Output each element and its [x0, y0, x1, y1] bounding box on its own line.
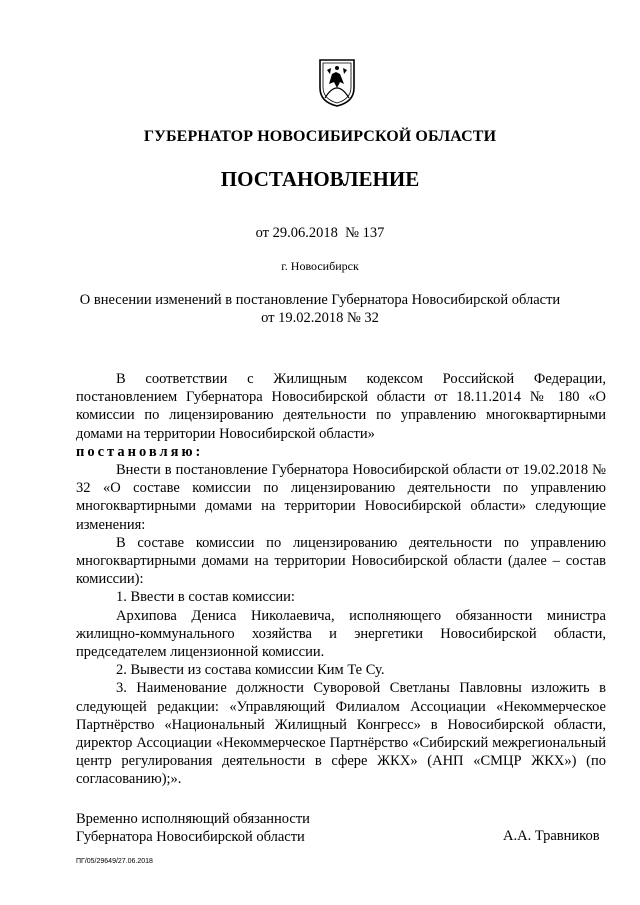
paragraph-item-2: 2. Вывести из состава комиссии Ким Те Су. [116, 662, 385, 679]
subject-line-1: О внесении изменений в постановление Губернатора Новосибирской области [79, 292, 561, 308]
city: г. Новосибирск [281, 259, 359, 273]
issuing-authority: ГУБЕРНАТОР НОВОСИБИРСКОЙ ОБЛАСТИ [143, 128, 497, 145]
paragraph-arkhipov: Архипова Дениса Николаевича, исполняющего обязанности министра жилищно-коммунального хозяйства и энергетики Новосибирской области, председателем лицензионной комиссии. [76, 607, 606, 661]
document-code: ПГ/05/29649/27.06.2018 [76, 858, 153, 865]
resolve-word: постановляю: [76, 443, 204, 460]
paragraph-item-3: 3. Наименование должности Суворовой Светланы Павловны изложить в следующей редакции: «Управляющий Филиалом Ассоциации «Некоммерческое Партнёрство «Национальный Жилищный Конгресс» в Новосибирской области, директор Ассоциации «Некоммерческое Партнёрство «Сибирский межрегиональный центр регулирования деятельности в сфере ЖКХ» (АНП «СМЦР ЖКХ») (по согласованию);». [76, 680, 606, 788]
document-body [76, 370, 606, 789]
document-subject [0, 291, 640, 327]
paragraph-composition: В составе комиссии по лицензированию деятельности по управлению многоквартирными домами на территории Новосибирской области (далее – состав комиссии): [76, 534, 606, 588]
paragraph-item-1: 1. Ввести в состав комиссии: [116, 589, 295, 606]
subject-line-2: от 19.02.2018 № 32 [261, 310, 379, 326]
document-type: ПОСТАНОВЛЕНИЕ [220, 167, 420, 191]
signatory-name: А.А. Травников [503, 828, 600, 844]
signatory-title [76, 810, 310, 846]
preamble-paragraph: В соответствии с Жилищным кодексом Российской Федерации, постановлением Губернатора Новосибирской области от 18.11.2014 № 180 «О комиссии по лицензированию деятельности по управлению многоквартирными домами на территории Новосибирской области» [76, 371, 606, 442]
paragraph-amend: Внести в постановление Губернатора Новосибирской области от 19.02.2018 № 32 «О составе комиссии по лицензированию деятельности по управлению многоквартирными домами на территории Новосибирской области» следующие изменения: [76, 462, 606, 533]
signatory-title-line-2: Губернатора Новосибирской области [76, 829, 305, 845]
date-and-number: от 29.06.2018 № 137 [255, 225, 385, 241]
resolve-line [76, 443, 606, 461]
signatory-title-line-1: Временно исполняющий обязанности [76, 811, 310, 827]
coat-of-arms-icon [318, 58, 356, 108]
